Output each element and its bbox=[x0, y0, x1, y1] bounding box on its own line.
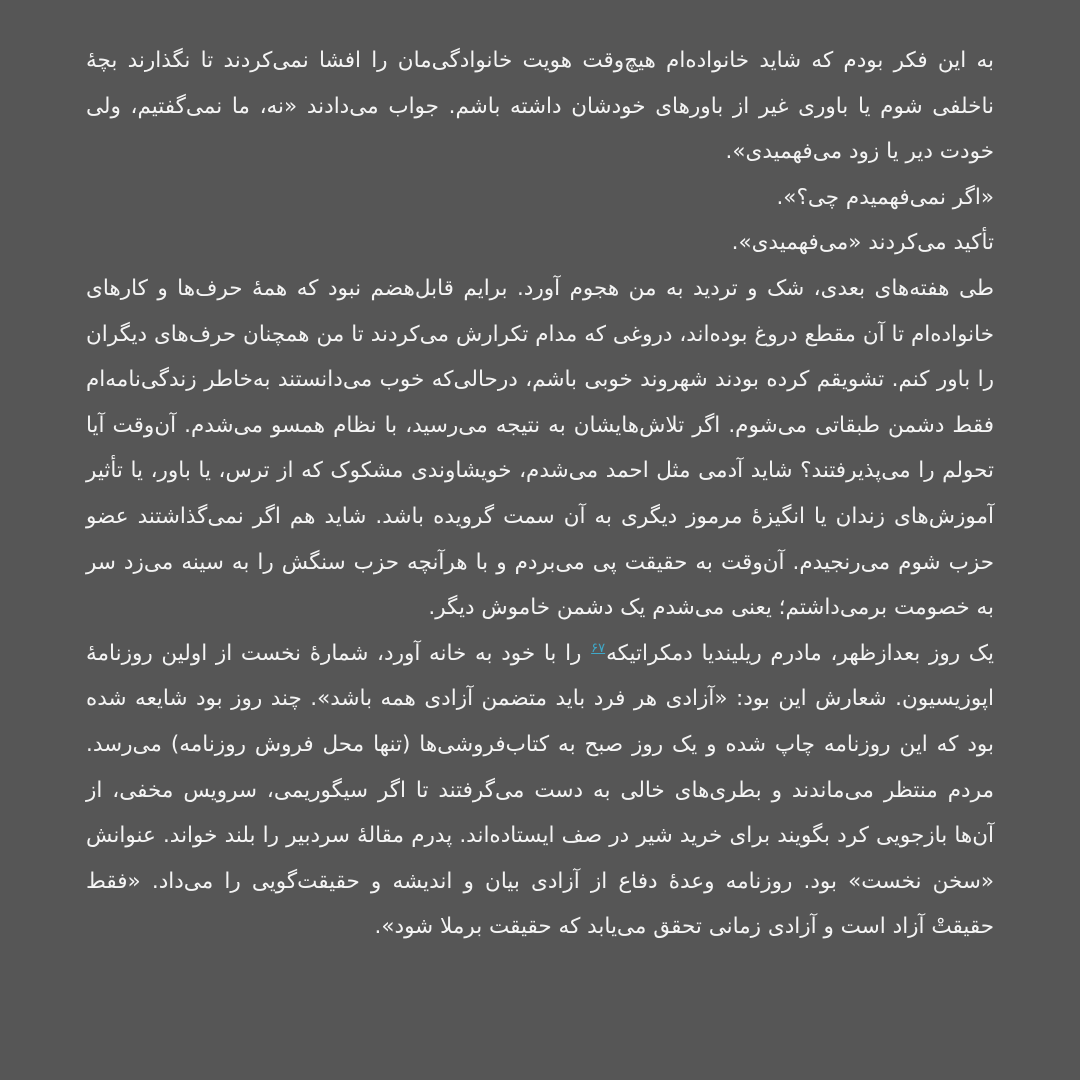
paragraph-5-part-2: را با خود به خانه آورد، شمارهٔ نخست از اولین روزنامهٔ اپوزیسیون. شعارش این بود: «آزادی هر فرد باید متضمن آزادی همه باشد». چند روز بود شایعه شده بود که این روزنامه چاپ شده و یک روز صبح به کتاب‌فروشی‌ها (تنها محل فروش روزنامه) می‌رسد. مردم منتظر می‌ماندند و بطری‌های خالی به دست می‌گرفتند تا اگر سیگوریمی، سرویس مخفی، از آن‌ها بازجویی کرد بگویند برای خرید شیر در صف ایستاده‌اند. پدرم مقالهٔ سردبیر را بلند خواند. عنوانش «سخن نخست» بود. روزنامه وعدهٔ دفاع از آزادی بیان و اندیشه و حقیقت‌گویی را می‌داد. «فقط حقیقتْ آزاد است و آزادی زمانی تحقق می‌یابد که حقیقت برملا شود». bbox=[86, 640, 994, 940]
paragraph-5-part-1: یک روز بعدازظهر، مادرم ریلیندیا دمکراتیکه bbox=[606, 640, 995, 666]
footnote-link-67[interactable]: ۶۷ bbox=[591, 640, 606, 656]
paragraph-3: تأکید می‌کردند «می‌فهمیدی». bbox=[731, 230, 994, 256]
paragraph-4: طی هفته‌های بعدی، شک و تردید به من هجوم آورد. برایم قابل‌هضم نبود که همهٔ حرف‌ها و کارهای خانواده‌ام تا آن مقطع دروغ بوده‌اند، دروغی که مدام تکرارش می‌کردند تا من همچنان حرف‌های دیگران را باور کنم. تشویقم کرده بودند شهروند خوبی باشم، درحالی‌که خوب می‌دانستند به‌خاطر زندگی‌نامه‌ام فقط دشمن طبقاتی می‌شوم. اگر تلاش‌هایشان به نتیجه می‌رسید، با نظام همسو می‌شدم. آن‌وقت آیا تحولم را می‌پذیرفتند؟ شاید آدمی مثل احمد می‌شدم، خویشاوندی مشکوک که از ترس، یا باور، یا تأثیر آموزش‌های زندان یا انگیزهٔ مرموز دیگری به آن سمت گرویده باشد. شاید هم اگر نمی‌گذاشتند عضو حزب شوم می‌رنجیدم. آن‌وقت به حقیقت پی می‌بردم و با هرآنچه حزب سنگش را به سینه می‌زد سر به خصومت برمی‌داشتم؛ یعنی می‌شدم یک دشمن خاموش دیگر. bbox=[86, 275, 994, 621]
paragraph-2: «اگر نمی‌فهمیدم چی؟». bbox=[776, 184, 994, 210]
paragraph-5 bbox=[86, 631, 994, 950]
paragraph-1: به این فکر بودم که شاید خانواده‌ام هیچ‌وقت هویت خانوادگی‌مان را افشا نمی‌کردند تا نگذارند بچهٔ ناخلفی شوم یا باوری غیر از باورهای خودشان داشته باشم. جواب می‌دادند «نه، ما نمی‌گفتیم، ولی خودت دیر یا زود می‌فهمیدی». bbox=[86, 48, 994, 165]
body-text bbox=[86, 38, 994, 950]
